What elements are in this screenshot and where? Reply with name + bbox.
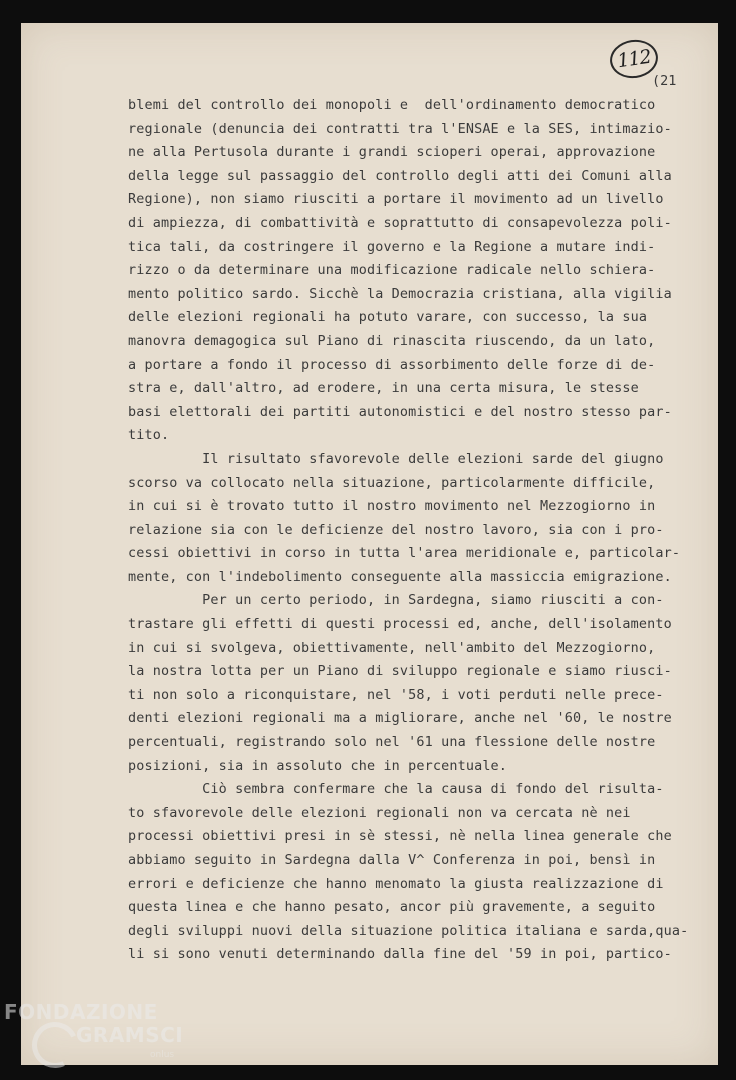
- text-line: tito.: [128, 428, 170, 444]
- text-line: errori e deficienze che hanno menomato la giusta realizzazione di: [128, 876, 664, 892]
- text-line: to sfavorevole delle elezioni regionali non va cercata nè nei: [128, 805, 631, 821]
- text-line: delle elezioni regionali ha potuto varare, con successo, la sua: [128, 310, 648, 326]
- text-line: in cui si è trovato tutto il nostro movimento nel Mezzogiorno in: [128, 499, 656, 515]
- text-line: Il risultato sfavorevole delle elezioni sarde del giugno: [128, 451, 664, 467]
- watermark-suffix: onlus: [150, 1050, 175, 1060]
- text-line: degli sviluppi nuovi della situazione politica italiana e sarda,qua-: [128, 923, 689, 939]
- text-line: li si sono venuti determinando dalla fine del '59 in poi, partico-: [128, 947, 672, 963]
- text-line: della legge sul passaggio del controllo degli atti dei Comuni alla: [128, 168, 672, 184]
- typed-text-body: [128, 94, 698, 967]
- text-line: Ciò sembra confermare che la causa di fondo del risulta-: [128, 782, 664, 798]
- text-line: ne alla Pertusola durante i grandi scioperi operai, approvazione: [128, 145, 656, 161]
- text-line: la nostra lotta per un Piano di sviluppo regionale e siamo riusci-: [128, 664, 672, 680]
- text-line: abbiamo seguito in Sardegna dalla V^ Conferenza in poi, bensì in: [128, 853, 656, 868]
- text-line: posizioni, sia in assoluto che in percentuale.: [128, 758, 508, 774]
- text-line: mente, con l'indebolimento conseguente alla massiccia emigrazione.: [128, 569, 672, 585]
- text-line: basi elettorali dei partiti autonomistici e del nostro stesso par-: [128, 404, 672, 420]
- text-line: ti non solo a riconquistare, nel '58, i voti perduti nelle prece-: [128, 687, 664, 703]
- text-line: blemi del controllo dei monopoli e dell'ordinamento democratico: [128, 98, 656, 113]
- text-line: relazione sia con le deficienze del nostro lavoro, sia con i pro-: [128, 522, 664, 538]
- text-line: rizzo o da determinare una modificazione radicale nello schiera-: [128, 263, 656, 279]
- text-line: tica tali, da costringere il governo e la Regione a mutare indi-: [128, 239, 656, 255]
- watermark-line2: GRAMSCI: [76, 1023, 184, 1047]
- text-line: di ampiezza, di combattività e soprattutto di consapevolezza poli-: [128, 215, 672, 231]
- text-line: mento politico sardo. Sicchè la Democrazia cristiana, alla vigilia: [128, 286, 672, 302]
- page-number: (21: [652, 73, 677, 89]
- text-line: in cui si svolgeva, obiettivamente, nell'ambito del Mezzogiorno,: [128, 640, 656, 656]
- text-line: Regione), non siamo riusciti a portare il movimento ad un livello: [128, 192, 664, 208]
- watermark-line1: FONDAZIONE: [4, 1000, 158, 1024]
- archive-number-stamp: 112: [608, 37, 661, 81]
- text-line: denti elezioni regionali ma a migliorare, anche nel '60, le nostre: [128, 711, 672, 727]
- text-line: scorso va collocato nella situazione, particolarmente difficile,: [128, 475, 656, 491]
- document-page: [21, 23, 718, 1065]
- text-line: regionale (denuncia dei contratti tra l'ENSAE e la SES, intimazio-: [128, 121, 672, 137]
- text-line: percentuali, registrando solo nel '61 una flessione delle nostre: [128, 735, 656, 751]
- text-line: stra e, dall'altro, ad erodere, in una certa misura, le stesse: [128, 381, 639, 397]
- text-line: manovra demagogica sul Piano di rinascita riuscendo, da un lato,: [128, 333, 656, 349]
- text-line: questa linea e che hanno pesato, ancor più gravemente, a seguito: [128, 900, 656, 916]
- text-line: processi obiettivi presi in sè stessi, nè nella linea generale che: [128, 829, 672, 845]
- text-line: trastare gli effetti di questi processi ed, anche, dell'isolamento: [128, 617, 672, 633]
- fondazione-gramsci-watermark: [4, 1000, 194, 1076]
- text-line: a portare a fondo il processo di assorbimento delle forze di de-: [128, 357, 656, 373]
- text-line: cessi obiettivi in corso in tutta l'area meridionale e, particolar-: [128, 546, 681, 562]
- text-line: Per un certo periodo, in Sardegna, siamo riusciti a con-: [128, 593, 664, 609]
